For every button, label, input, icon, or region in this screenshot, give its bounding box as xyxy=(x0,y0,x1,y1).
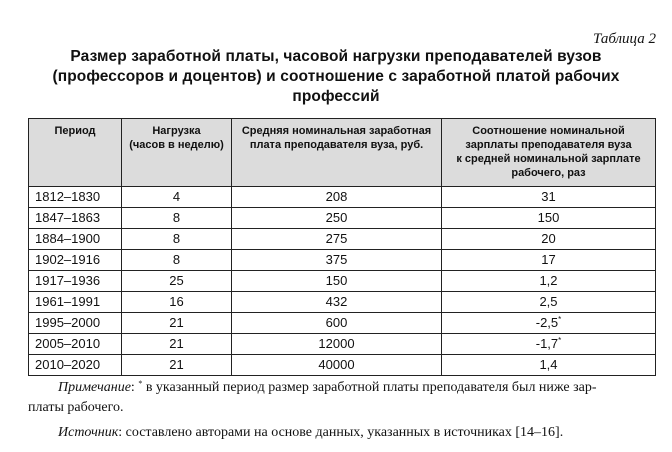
note-text-2: платы рабочего. xyxy=(28,400,124,415)
table-row xyxy=(29,229,656,250)
cell-period: 2010–2020 xyxy=(29,355,122,376)
note-asterisk: * xyxy=(138,379,143,388)
table-row xyxy=(29,208,656,229)
cell-salary: 275 xyxy=(232,229,442,250)
cell-salary: 432 xyxy=(232,292,442,313)
cell-ratio: -1,7* xyxy=(442,334,656,355)
table-row xyxy=(29,313,656,334)
cell-load: 8 xyxy=(122,229,232,250)
header-load: Нагрузка (часов в неделю) xyxy=(122,119,232,187)
note-label: Примечание xyxy=(58,380,131,395)
cell-period: 1812–1830 xyxy=(29,187,122,208)
cell-period: 1884–1900 xyxy=(29,229,122,250)
cell-load: 4 xyxy=(122,187,232,208)
header-salary: Средняя номинальная заработная плата преподавателя вуза, руб. xyxy=(232,119,442,187)
source-text: : составлено авторами на основе данных, указанных в источниках [14–16]. xyxy=(118,425,564,440)
cell-period: 1847–1863 xyxy=(29,208,122,229)
cell-load: 25 xyxy=(122,271,232,292)
table-row xyxy=(29,355,656,376)
cell-period: 1902–1916 xyxy=(29,250,122,271)
cell-load: 21 xyxy=(122,334,232,355)
title-line-3: профессий xyxy=(292,88,380,105)
cell-salary: 40000 xyxy=(232,355,442,376)
cell-load: 21 xyxy=(122,313,232,334)
cell-load: 16 xyxy=(122,292,232,313)
cell-period: 2005–2010 xyxy=(29,334,122,355)
table-label: Таблица 2 xyxy=(593,31,656,47)
table-row xyxy=(29,334,656,355)
table-note: Примечание: * в указанный период размер заработной платы преподавателя был ниже зар- платы рабочего. xyxy=(28,378,658,418)
cell-salary: 150 xyxy=(232,271,442,292)
header-row xyxy=(29,119,656,187)
cell-period: 1995–2000 xyxy=(29,313,122,334)
cell-salary: 208 xyxy=(232,187,442,208)
cell-salary: 375 xyxy=(232,250,442,271)
cell-ratio: 31 xyxy=(442,187,656,208)
cell-ratio: 1,2 xyxy=(442,271,656,292)
cell-salary: 600 xyxy=(232,313,442,334)
cell-ratio: 17 xyxy=(442,250,656,271)
table-row xyxy=(29,187,656,208)
table-source xyxy=(58,423,563,443)
cell-load: 8 xyxy=(122,208,232,229)
cell-period: 1961–1991 xyxy=(29,292,122,313)
note-text-1: в указанный период размер заработной платы преподавателя был ниже зар- xyxy=(142,380,597,395)
header-ratio: Соотношение номинальной зарплаты преподавателя вуза к средней номинальной зарплате рабочего, раз xyxy=(442,119,656,187)
table-row xyxy=(29,271,656,292)
cell-period: 1917–1936 xyxy=(29,271,122,292)
cell-salary: 12000 xyxy=(232,334,442,355)
title-line-2: (профессоров и доцентов) и соотношение с заработной платой рабочих xyxy=(52,68,620,85)
cell-ratio: 20 xyxy=(442,229,656,250)
cell-ratio: 2,5 xyxy=(442,292,656,313)
table-row xyxy=(29,292,656,313)
header-period: Период xyxy=(29,119,122,187)
cell-load: 21 xyxy=(122,355,232,376)
title-line-1: Размер заработной платы, часовой нагрузки преподавателей вузов xyxy=(70,48,602,65)
cell-salary: 250 xyxy=(232,208,442,229)
source-label: Источник xyxy=(58,425,119,440)
cell-ratio: 1,4 xyxy=(442,355,656,376)
salary-table xyxy=(28,118,656,376)
cell-load: 8 xyxy=(122,250,232,271)
cell-ratio: 150 xyxy=(442,208,656,229)
cell-ratio: -2,5* xyxy=(442,313,656,334)
table-row xyxy=(29,250,656,271)
table-title xyxy=(0,47,672,107)
